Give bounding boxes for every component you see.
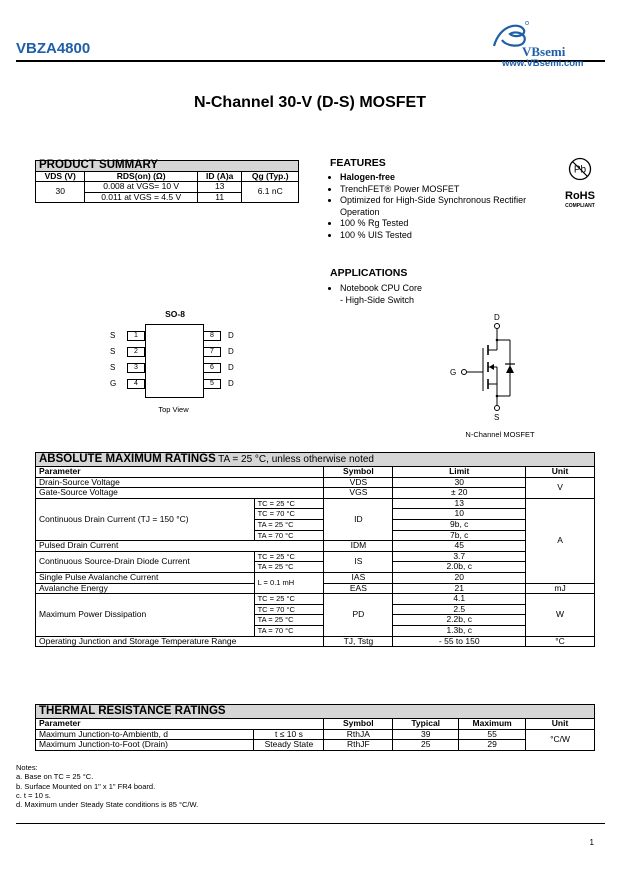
rds-value-2: 0.011 at VGS = 4.5 V [85, 192, 198, 203]
param-pd: Maximum Power Dissipation [36, 594, 255, 636]
pin-label: D [228, 347, 234, 356]
pin-number: 2 [127, 347, 145, 357]
col-vds: VDS (V) [36, 171, 85, 182]
symbol: RthJF [324, 740, 393, 751]
param: Maximum Junction-to-Foot (Drain) [36, 740, 254, 751]
feature-item: • 100 % UIS Tested [340, 230, 540, 242]
id-value-2: 11 [197, 192, 242, 203]
package-body [145, 324, 204, 398]
col-symbol: Symbol [324, 719, 393, 730]
pin-label: D [228, 379, 234, 388]
note-item: b. Surface Mounted on 1" x 1" FR4 board. [16, 781, 156, 791]
id-value-1: 13 [197, 182, 242, 193]
pin-number: 7 [203, 347, 221, 357]
qg-value: 6.1 nC [242, 182, 299, 203]
col-limit: Limit [393, 467, 526, 478]
limit: 13 [393, 498, 526, 509]
mosfet-symbol [440, 312, 560, 422]
applications-list [330, 283, 540, 306]
absolute-max-ratings-table [35, 452, 595, 647]
col-unit: Unit [526, 719, 595, 730]
param-tj: Operating Junction and Storage Temperature Range [36, 636, 324, 647]
logo-url: www.VBsemi.com [502, 58, 584, 69]
abs-max-condition: TA = 25 °C, unless otherwise noted [218, 454, 374, 465]
symbol-pd: PD [324, 594, 393, 636]
part-number: VBZA4800 [16, 40, 91, 57]
param-vds: Drain-Source Voltage [36, 477, 324, 488]
applications-heading: APPLICATIONS [330, 267, 408, 279]
note-item: a. Base on TC = 25 °C. [16, 772, 94, 782]
pin-label: G [110, 379, 117, 388]
typical: 25 [393, 740, 459, 751]
col-parameter: Parameter [36, 719, 324, 730]
notes-heading: Notes: [16, 763, 38, 772]
symbol-eas: EAS [324, 583, 393, 594]
mosfet-caption: N-Channel MOSFET [465, 430, 535, 439]
logo-name: VBsemi [522, 44, 566, 59]
limit-tj: - 55 to 150 [393, 636, 526, 647]
col-qg: Qg (Typ.) [242, 171, 299, 182]
col-typical: Typical [393, 719, 459, 730]
symbol-vgs: VGS [324, 488, 393, 499]
pin-number: 6 [203, 363, 221, 373]
limit-ias: 20 [393, 572, 526, 583]
limit: 2.5 [393, 604, 526, 615]
source-label: S [494, 413, 500, 422]
pb-free-icon [568, 157, 592, 181]
product-summary-table [35, 160, 299, 203]
symbol-vds: VDS [324, 477, 393, 488]
cond: TC = 25 °C [254, 551, 324, 562]
symbol-id: ID [324, 498, 393, 540]
feature-item: • Halogen-free [340, 172, 540, 184]
col-symbol: Symbol [324, 467, 393, 478]
limit: 4.1 [393, 594, 526, 605]
rohs-label: RoHS [565, 190, 595, 202]
feature-item: • TrenchFET® Power MOSFET [340, 184, 540, 196]
cond: TC = 25 °C [254, 498, 324, 509]
rohs-badge [555, 157, 605, 212]
param-vgs: Gate-Source Voltage [36, 488, 324, 499]
limit: 3.7 [393, 551, 526, 562]
limit: 2.0b, c [393, 562, 526, 573]
pin-number: 8 [203, 331, 221, 341]
col-unit: Unit [526, 467, 595, 478]
unit-v: V [526, 477, 595, 498]
note-item: c. t = 10 s. [16, 790, 51, 800]
col-parameter: Parameter [36, 467, 324, 478]
product-summary-heading: PRODUCT SUMMARY [36, 161, 299, 172]
footer-rule [16, 823, 605, 824]
cond: TA = 70 °C [254, 530, 324, 541]
pin-label: S [110, 363, 116, 372]
pin-label: S [110, 331, 116, 340]
param: Maximum Junction-to-Ambientb, d [36, 729, 254, 740]
features-heading: FEATURES [330, 157, 386, 169]
document-title: N-Channel 30-V (D-S) MOSFET [193, 94, 426, 111]
symbol-idm: IDM [324, 541, 393, 552]
features-list [330, 172, 540, 241]
rohs-compliant: COMPLIANT [565, 203, 595, 209]
unit-w: W [526, 594, 595, 636]
package-name: SO-8 [165, 309, 185, 319]
limit: 10 [393, 509, 526, 520]
symbol-tj: TJ, Tstg [324, 636, 393, 647]
cond: TA = 25 °C [254, 615, 324, 626]
pin-label: D [228, 363, 234, 372]
symbol-is: IS [324, 551, 393, 572]
rds-value-1: 0.008 at VGS= 10 V [85, 182, 198, 193]
vds-value: 30 [36, 182, 85, 203]
cond: Steady State [254, 740, 324, 751]
top-view-caption: Top View [158, 405, 189, 414]
pin-label: D [228, 331, 234, 340]
limit: 9b, c [393, 519, 526, 530]
maximum: 55 [459, 729, 526, 740]
col-rds: RDS(on) (Ω) [85, 171, 198, 182]
page-number: 1 [589, 838, 594, 847]
cond: TA = 70 °C [254, 625, 324, 636]
company-logo [488, 20, 608, 72]
pin-number: 5 [203, 379, 221, 389]
cond: TC = 70 °C [254, 604, 324, 615]
limit: 1.3b, c [393, 625, 526, 636]
abs-max-heading: ABSOLUTE MAXIMUM RATINGS [39, 453, 216, 465]
typical: 39 [393, 729, 459, 740]
unit-mj: mJ [526, 583, 595, 594]
unit-c: °C [526, 636, 595, 647]
limit-idm: 45 [393, 541, 526, 552]
limit: 7b, c [393, 530, 526, 541]
limit-vgs: ± 20 [393, 488, 526, 499]
symbol-ias: IAS [324, 572, 393, 583]
limit: 2.2b, c [393, 615, 526, 626]
application-item: • Notebook CPU Core [340, 283, 540, 295]
pin-number: 1 [127, 331, 145, 341]
param-is: Continuous Source-Drain Diode Current [36, 551, 255, 572]
drain-label: D [494, 313, 500, 322]
cond: t ≤ 10 s [254, 729, 324, 740]
thermal-heading: THERMAL RESISTANCE RATINGS [36, 705, 595, 719]
col-id: ID (A)a [197, 171, 242, 182]
gate-label: G [450, 368, 457, 377]
cond: TA = 25 °C [254, 562, 324, 573]
cond: TC = 70 °C [254, 509, 324, 520]
maximum: 29 [459, 740, 526, 751]
param-eas: Avalanche Energy [36, 583, 255, 594]
pin-label: S [110, 347, 116, 356]
param-ias: Single Pulse Avalanche Current [36, 572, 255, 583]
svg-text:Pb: Pb [573, 164, 587, 176]
unit-a: A [526, 498, 595, 583]
param-id: Continuous Drain Current (TJ = 150 °C) [36, 498, 255, 540]
thermal-resistance-table [35, 704, 595, 751]
pin-number: 4 [127, 379, 145, 389]
pin-number: 3 [127, 363, 145, 373]
unit: °C/W [526, 729, 595, 750]
application-item: - High-Side Switch [340, 294, 415, 305]
feature-item: • 100 % Rg Tested [340, 218, 540, 230]
limit-eas: 21 [393, 583, 526, 594]
cond-l: L = 0.1 mH [254, 572, 324, 593]
limit-vds: 30 [393, 477, 526, 488]
symbol: RthJA [324, 729, 393, 740]
cond: TA = 25 °C [254, 519, 324, 530]
col-maximum: Maximum [459, 719, 526, 730]
feature-item: • Optimized for High-Side Synchronous Rectifier Operation [340, 195, 540, 218]
cond: TC = 25 °C [254, 594, 324, 605]
notes [16, 763, 198, 809]
param-idm: Pulsed Drain Current [36, 541, 324, 552]
note-item: d. Maximum under Steady State conditions is 85 °C/W. [16, 800, 199, 810]
